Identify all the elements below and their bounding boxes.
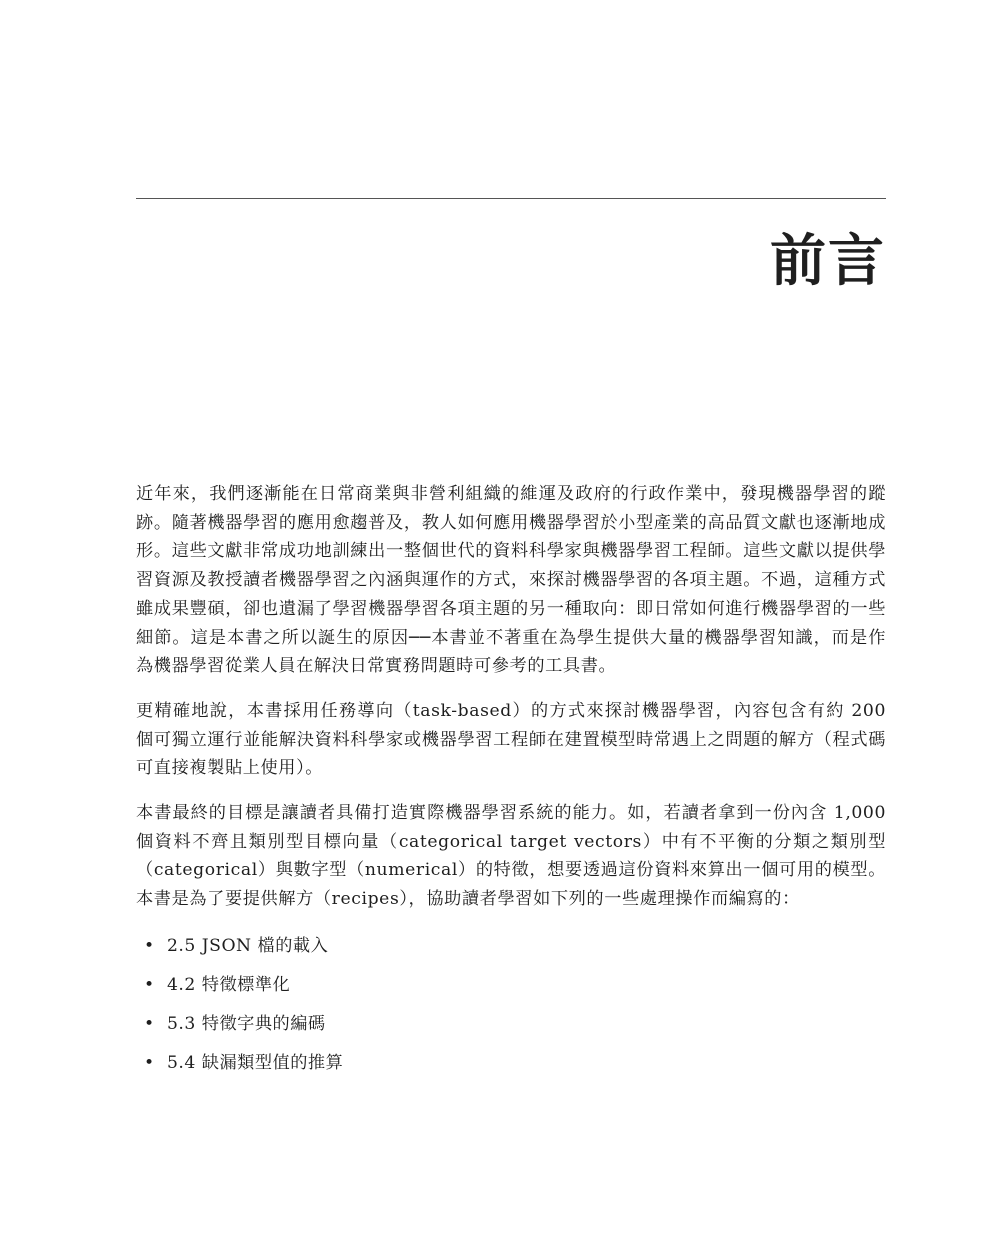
paragraph-2: 更精確地說，本書採用任務導向（task-based）的方式來探討機器學習，內容包含有約 200 個可獨立運行並能解決資料科學家或機器學習工程師在建置模型時常遇上之問題的解方（程式碼可直接複製貼上使用）。 [136, 700, 886, 779]
bullet-icon: • [144, 1052, 155, 1073]
recipe-list [136, 932, 886, 1077]
chapter-title: 前言 [770, 229, 886, 294]
list-item-text: 5.4 缺漏類型值的推算 [167, 1052, 344, 1073]
header-divider [136, 198, 886, 199]
list-item [136, 932, 886, 960]
list-item [136, 971, 886, 999]
list-item [136, 1049, 886, 1077]
paragraph-3: 本書最終的目標是讓讀者具備打造實際機器學習系統的能力。如，若讀者拿到一份內含 1,000 個資料不齊且類別型目標向量（categorical target vectors）中有不平衡的分類之類別型（categorical）與數字型（numerical）的特徵，想要透過這份資料來算出一個可用的模型。本書是為了要提供解方（recipes），協助讀者學習如下列的一些處理操作而編寫的： [136, 803, 886, 910]
bullet-icon: • [144, 935, 155, 956]
list-item-text: 5.3 特徵字典的編碼 [167, 1013, 326, 1034]
bullet-icon: • [144, 1013, 155, 1034]
bullet-icon: • [144, 974, 155, 995]
list-item [136, 1010, 886, 1038]
body-text [136, 480, 886, 1088]
list-item-text: 2.5 JSON 檔的載入 [167, 935, 329, 956]
list-item-text: 4.2 特徵標準化 [167, 974, 291, 995]
paragraph-1: 近年來，我們逐漸能在日常商業與非營利組織的維運及政府的行政作業中，發現機器學習的蹤跡。隨著機器學習的應用愈趨普及，教人如何應用機器學習於小型產業的高品質文獻也逐漸地成形。這些文獻非常成功地訓練出一整個世代的資料科學家與機器學習工程師。這些文獻以提供學習資源及教授讀者機器學習之內涵與運作的方式，來探討機器學習的各項主題。不過，這種方式雖成果豐碩，卻也遺漏了學習機器學習各項主題的另一種取向：即日常如何進行機器學習的一些細節。這是本書之所以誕生的原因──本書並不著重在為學生提供大量的機器學習知識，而是作為機器學習從業人員在解決日常實務問題時可參考的工具書。 [136, 484, 886, 677]
